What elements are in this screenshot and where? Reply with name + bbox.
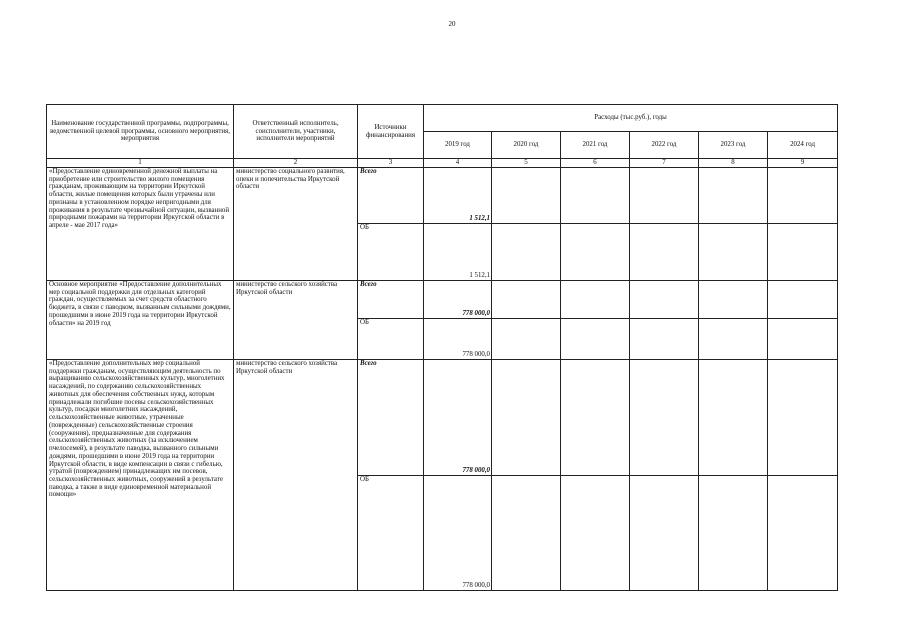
header-expenses: Расходы (тыс.руб.), годы — [424, 105, 838, 132]
column-number: 4 — [424, 159, 492, 168]
column-number: 7 — [630, 159, 699, 168]
header-year: 2021 год — [561, 132, 630, 159]
header-name: Наименование государственной программы, подпрограммы, ведомственной целевой программы, основного мероприятия, мероприятия — [47, 105, 234, 159]
header-year: 2024 год — [768, 132, 838, 159]
table-row — [47, 281, 838, 319]
page-number: 20 — [448, 20, 456, 28]
header-source: Источники финансирования — [358, 105, 424, 159]
column-number: 2 — [234, 159, 358, 168]
source-label: Всего — [358, 281, 424, 319]
source-label: ОБ — [358, 224, 424, 281]
budget-table — [46, 104, 838, 591]
table-row — [47, 168, 838, 224]
header-executor: Ответственный исполнитель, соисполнители, участники, исполнители мероприятий — [234, 105, 358, 159]
header-year: 2019 год — [424, 132, 492, 159]
source-label: ОБ — [358, 476, 424, 591]
source-label: ОБ — [358, 319, 424, 360]
header-year: 2020 год — [492, 132, 561, 159]
amount-2019: 778 000,0 — [424, 281, 492, 319]
executor-name: министерство сельского хозяйства Иркутской области — [234, 281, 358, 360]
amount-2019: 778 000,0 — [424, 360, 492, 476]
executor-name: министерство сельского хозяйства Иркутской области — [234, 360, 358, 591]
header-year: 2023 год — [699, 132, 768, 159]
activity-name: «Предоставление дополнительных мер социальной поддержки гражданам, осуществляющим деятельность по выращиванию сельскохозяйственных культур, многолетних насаждений, по содержанию сельскохозяйственных животных для обеспечения собственных нужд, которым принадлежали погибшие посевы сельскохозяйственных культур, посадки многолетних насаждений, сельскохозяйственные животные, утраченные (поврежденные) сельскохозяйственные строения (сооружения), предназначенные для содержания сельскохозяйственных животных (за исключением пчелосемей), в результате паводка, вызванного сильными дождями, прошедшими в июне 2019 года на территории Иркутской области, в виде компенсации в связи с гибелью, утратой (повреждением) принадлежащих им посевов, сельскохозяйственных животных, сооружений в результате паводка, а также в виде единовременной материальной помощи» — [47, 360, 234, 591]
column-number: 5 — [492, 159, 561, 168]
column-number: 1 — [47, 159, 234, 168]
column-number: 3 — [358, 159, 424, 168]
amount-2019: 778 000,0 — [424, 319, 492, 360]
header-year: 2022 год — [630, 132, 699, 159]
activity-name: Основное мероприятие «Предоставление дополнительных мер социальной поддержки для отдельных категорий граждан, осуществляемых за счет средств областного бюджета, в связи с паводком, вызванным сильными дождями, прошедшими в июне 2019 года на территории Иркутской области» на 2019 год — [47, 281, 234, 360]
amount-2019: 1 512,1 — [424, 224, 492, 281]
amount-2019: 778 000,0 — [424, 476, 492, 591]
column-number: 6 — [561, 159, 630, 168]
executor-name: министерство социального развития, опеки и попечительства Иркутской области — [234, 168, 358, 281]
column-number: 8 — [699, 159, 768, 168]
activity-name: «Предоставление единовременной денежной выплаты на приобретение или строительство жилого помещения гражданам, проживающим на территории Иркутской области, жилые помещения которых были утрачены или признаны в установленном порядке непригодными для проживания в результате чрезвычайной ситуации, вызванной природными пожарами на территории Иркутской области в апреле - мае 2017 года» — [47, 168, 234, 281]
column-number: 9 — [768, 159, 838, 168]
amount-2019: 1 512,1 — [424, 168, 492, 224]
source-label: Всего — [358, 168, 424, 224]
source-label: Всего — [358, 360, 424, 476]
table-row — [47, 360, 838, 476]
